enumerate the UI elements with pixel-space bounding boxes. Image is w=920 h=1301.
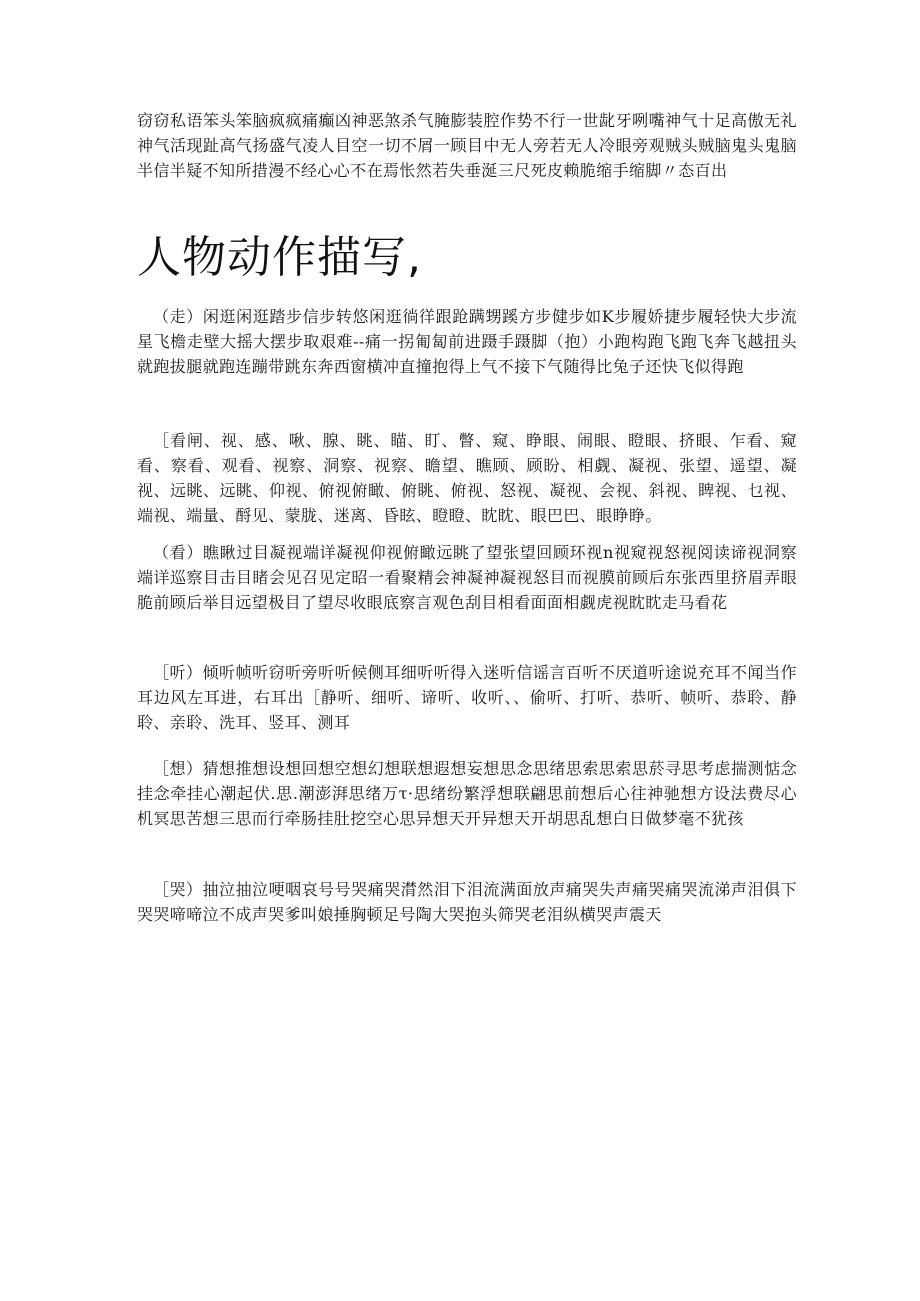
intro-paragraph: 窃窃私语笨头笨脑疯疯痛癫凶神恶煞杀气腌膨装腔作势不行一世龀牙咧嘴神气十足高傲无礼神气活现趾高气扬盛气凌人目空一切不屑一顾目中无人旁若无人冷眼旁观贼头贼脑鬼头鬼脑半信半疑不知所措漫不经心心不在焉怅然若失垂涎三尺死皮赖脆缩手缩脚〃态百出 [137, 111, 797, 180]
listen-paragraph: ［听）倾听帧听窃听旁听听候侧耳细听听得入迷听信谣言百听不厌道听途说充耳不闻当作耳边风左耳进，右耳出［静听、细听、谛听、收听、、偷听、打听、恭听、帧听、恭聆、静聆、亲聆、洗耳、竖耳、测耳 [137, 663, 797, 732]
think-paragraph: ［想）猜想推想设想回想空想幻想联想遐想妄想思念思绪思索思索思菸寻思考虑揣测惦念挂念牵挂心潮起伏.思.潮澎湃思绪万τ·思绪纷繁浮想联翩思前想后心往神驰想方设法费尽心机冥思苦想三思而行牵肠挂肚挖空心思异想天开异想天开胡思乱想白日做梦毫不犹孩 [137, 759, 797, 828]
look-words-paragraph: ［看闸、视、感、啾、腺、眺、瞄、盯、瞥、窥、睁眼、闹眼、瞪眼、挤眼、乍看、窥看、察看、观看、视察、洞察、视察、瞻望、瞧顾、顾盼、相觑、凝视、张望、遥望、凝视、远眺、远眺、仰视、俯视俯瞰、俯眺、俯视、怒视、凝视、会视、斜视、睥视、乜视、端视、端量、酹见、蒙胧、迷离、昏眩、瞪瞪、眈眈、眼巴巴、眼睁睁。 [137, 431, 797, 525]
section-heading: 人物动作描写, [137, 232, 422, 283]
walk-paragraph: （走）闲逛闲逛踏步信步转悠闲逛徜徉跟跄蹒甥蹊方步健步如K步履娇捷步履轻快大步流星飞檐走壁大摇大摆步取艰难--痛一拐匍匐前进蹑手蹑脚（抱）小跑构跑飞跑飞奔飞越扭头就跑拔腿就跑连蹦带跳东奔西窗横冲直撞抱得上气不接下气随得比兔子还快飞似得跑 [137, 307, 797, 376]
look-paragraph: （看）瞧瞅过目凝视端详凝视仰视俯瞰远眺了望张望回顾环视n视窥视怒视阅读谛视洞察端详巡察目击目睹会见召见定昭一看聚精会神凝神凝视怒目而视膜前顾后东张西里挤眉弄眼脆前顾后举目远望极目了望尽收眼底察言观色刮目相看面面相觑虎视眈眈走马看花 [137, 543, 797, 612]
cry-paragraph: ［哭）抽泣抽泣哽咽哀号号哭痛哭潸然泪下泪流满面放声痛哭失声痛哭痛哭流涕声泪俱下哭哭啼啼泣不成声哭爹叫娘捶胸顿足号陶大哭抱头筛哭老泪纵横哭声震天 [137, 880, 797, 924]
